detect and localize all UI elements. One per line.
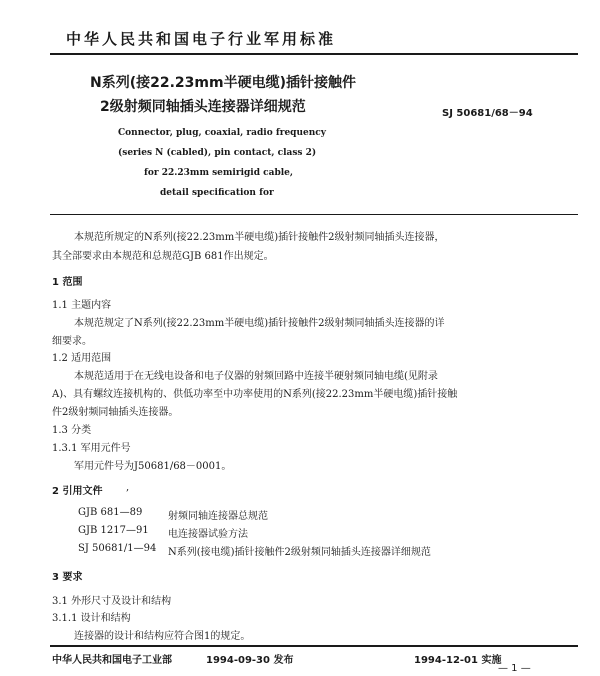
document-title-line2: 2级射频同轴插头连接器详细规范 [100, 99, 306, 115]
section-1-2-heading: 1.2 适用范围 [52, 353, 112, 364]
english-title-line2: (series N (cabled), pin contact, class 2) [118, 148, 317, 158]
reference-code: SJ 50681/1—94 [78, 543, 157, 554]
reference-title: 电连接器试验方法 [168, 529, 248, 540]
intro-paragraph-line1: 本规范所规定的N系列(接22.23mm半硬电缆)插针接触件2级射频同轴插头连接器， [74, 232, 445, 243]
section-3-1-1-text: 连接器的设计和结构应符合图1的规定。 [74, 631, 251, 642]
english-title-line3: for 22.23mm semirigid cable, [144, 168, 294, 178]
section-1-1-text-line1: 本规范规定了N系列(接22.23mm半硬电缆)插针接触件2级射频同轴插头连接器的详 [74, 318, 445, 329]
section-1-1-heading: 1.1 主题内容 [52, 300, 112, 311]
section-3-heading: 3 要求 [52, 572, 83, 583]
section-1-heading: 1 范围 [52, 277, 83, 288]
section-1-2-text-line3: 件2级射频同轴插头连接器。 [52, 407, 179, 418]
section-1-3-heading: 1.3 分类 [52, 425, 92, 436]
section-3-1-1-heading: 3.1.1 设计和结构 [52, 613, 131, 624]
section-2-mark: , [126, 482, 130, 493]
section-1-1-text-line2: 细要求。 [52, 336, 92, 347]
english-title-line4: detail specification for [160, 188, 274, 198]
industry-standard-title: 中华人民共和国电子行业军用标准 [66, 30, 337, 48]
english-title-line1: Connector, plug, coaxial, radio frequency [118, 128, 326, 138]
reference-code: GJB 681—89 [78, 507, 143, 518]
reference-code: GJB 1217—91 [78, 525, 149, 536]
issue-date: 1994-09-30 发布 [206, 655, 294, 666]
section-2-heading: 2 引用文件 [52, 486, 103, 497]
intro-paragraph-line2: 其全部要求由本规范和总规范GJB 681作出规定。 [52, 251, 274, 262]
section-1-2-text-line2: A)、具有螺纹连接机构的、供低功率至中功率使用的N系列(接22.23mm半硬电缆)插针接触 [52, 389, 458, 400]
title-rule [50, 214, 578, 215]
section-3-1-heading: 3.1 外形尺寸及设计和结构 [52, 596, 172, 607]
section-1-2-text-line1: 本规范适用于在无线电设备和电子仪器的射频回路中连接半硬射频同轴电缆(见附录 [74, 371, 438, 382]
page-number: — 1 — [498, 663, 531, 674]
effective-date: 1994-12-01 实施 [414, 655, 502, 666]
reference-title: 射频同轴连接器总规范 [168, 511, 268, 522]
header-rule [50, 53, 578, 55]
document-title-line1: N系列(接22.23mm半硬电缆)插针接触件 [90, 75, 356, 91]
section-1-3-1-text: 军用元件号为J50681/68－0001。 [74, 461, 232, 472]
section-1-3-1-heading: 1.3.1 军用元件号 [52, 443, 131, 454]
reference-title: N系列(接电缆)插针接触件2级射频同轴插头连接器详细规范 [168, 547, 431, 558]
footer-rule [50, 645, 578, 647]
issuer-name: 中华人民共和国电子工业部 [52, 655, 172, 666]
standard-number: SJ 50681/68－94 [442, 108, 533, 119]
